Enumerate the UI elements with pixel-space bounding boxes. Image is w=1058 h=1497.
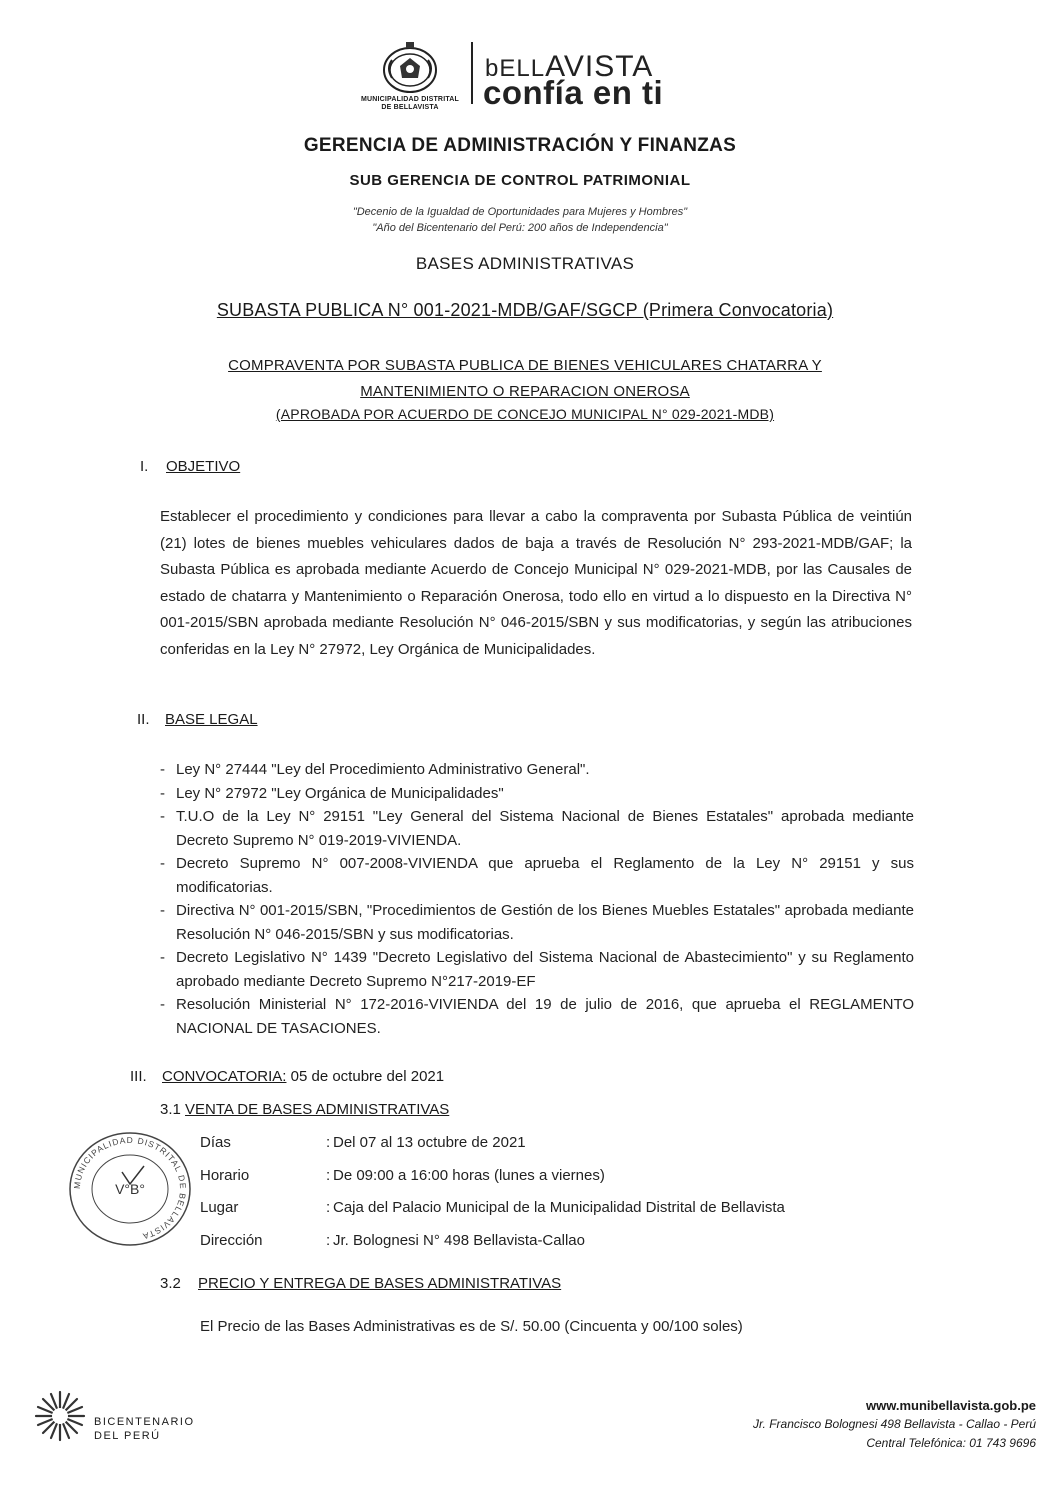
list-item: - Ley N° 27972 "Ley Orgánica de Municipalidades" (160, 782, 914, 806)
subsection-3-1-heading (160, 1101, 449, 1118)
info-key: Dirección (200, 1232, 263, 1249)
header-divider (471, 42, 473, 104)
motto-line-1: "Decenio de la Igualdad de Oportunidades para Mujeres y Hombres" (352, 206, 688, 218)
info-key: Días (200, 1134, 231, 1151)
motto-line-2: "Año del Bicentenario del Perú: 200 años de Independencia" (372, 222, 668, 234)
section-label: CONVOCATORIA: (162, 1068, 287, 1085)
auction-title: SUBASTA PUBLICA N° 001-2021-MDB/GAF/SGCP (Primera Convocatoria) (216, 300, 834, 320)
info-key: Lugar (200, 1199, 239, 1216)
municipal-crest-icon (378, 38, 442, 96)
page-title: GERENCIA DE ADMINISTRACIÓN Y FINANZAS (303, 135, 737, 156)
subsection-label: VENTA DE BASES ADMINISTRATIVAS (185, 1101, 450, 1118)
brand-name-prefix: bELL (485, 55, 546, 82)
list-item: - Decreto Supremo N° 007-2008-VIVIENDA que aprueba el Reglamento de la Ley N° 29151 y sus modificatorias. (160, 852, 914, 899)
subject-line-1: COMPRAVENTA POR SUBASTA PUBLICA DE BIENES VEHICULARES CHATARRA Y (228, 357, 822, 374)
section-label: OBJETIVO (166, 458, 241, 475)
subsection-number: 3.1 (160, 1101, 181, 1118)
section-number: II. (137, 711, 150, 728)
stamp-center-text: V°B° (115, 1181, 145, 1197)
subsection-number: 3.2 (160, 1275, 181, 1292)
info-value: Del 07 al 13 octubre de 2021 (333, 1134, 526, 1151)
list-item: - Ley N° 27444 "Ley del Procedimiento Administrativo General". (160, 758, 914, 782)
section-base-legal-heading (137, 711, 258, 728)
subsection-label: PRECIO Y ENTREGA DE BASES ADMINISTRATIVAS (198, 1275, 562, 1292)
footer-website: www.munibellavista.gob.pe (866, 1398, 1036, 1413)
section-objetivo-heading (140, 458, 240, 475)
section-number: I. (140, 458, 149, 475)
brand-slogan: confía en ti (483, 74, 664, 111)
info-key: Horario (200, 1167, 250, 1184)
list-item: - Directiva N° 001-2015/SBN, "Procedimientos de Gestión de los Bienes Muebles Estatales" aprobada mediante Resolución N° 046-2015/SBN y sus modificatorias. (160, 899, 914, 946)
section-label: BASE LEGAL (165, 711, 258, 728)
stamp-ring-text: MUNICIPALIDAD DISTRITAL DE BELLAVISTA (71, 1134, 189, 1242)
brand-name-suffix: AVISTA (545, 50, 654, 83)
bicentenario-line1: BICENTENARIO (94, 1416, 195, 1428)
bicentenario-logo (34, 1388, 86, 1449)
document-type: BASES ADMINISTRATIVAS (415, 254, 635, 273)
stamp-icon (64, 1128, 196, 1250)
bicentenario-line2: DEL PERÚ (94, 1430, 161, 1442)
info-value: Jr. Bolognesi N° 498 Bellavista-Callao (333, 1232, 585, 1249)
approval-stamp (64, 1128, 196, 1255)
base-legal-list (160, 758, 914, 1040)
list-item: - Decreto Legislativo N° 1439 "Decreto Legislativo del Sistema Nacional de Abastecimiento" y su Reglamento aprobado mediante Decreto Supremo N°217-2019-EF (160, 946, 914, 993)
list-item: - Resolución Ministerial N° 172-2016-VIVIENDA del 19 de julio de 2016, que aprueba el REGLAMENTO NACIONAL DE TASACIONES. (160, 993, 914, 1040)
section-convocatoria-heading (130, 1068, 444, 1085)
subject-line-2: MANTENIMIENTO O REPARACION ONEROSA (360, 383, 690, 400)
objetivo-paragraph: Establecer el procedimiento y condiciones para llevar a cabo la compraventa por Subasta Pública de veintiún (21) lotes de bienes muebles vehiculares dados de baja a través de Resolución N° 293-2021-MDB/GAF; la Subasta Pública es aprobada mediante Acuerdo de Concejo Municipal N° 029-2021-MDB, por las Causales de estado de chatarra y Mantenimiento o Reparación Onerosa, todo ello en virtud a lo dispuesto en la Directiva N° 001-2015/SBN aprobada mediante Resolución N° 046-2015/SBN y sus modificatorias, y según las atribuciones conferidas en la Ley N° 27972, Ley Orgánica de Municipalidades. (160, 508, 912, 658)
convocatoria-date: 05 de octubre del 2021 (286, 1068, 445, 1085)
municipal-seal (360, 38, 460, 118)
bicentenario-text (94, 1415, 195, 1443)
footer-address: Jr. Francisco Bolognesi 498 Bellavista - Callao - Perú (752, 1417, 1036, 1431)
subject-line-3: (APROBADA POR ACUERDO DE CONCEJO MUNICIPAL N° 029-2021-MDB) (275, 406, 775, 422)
subsection-3-2-heading (160, 1275, 561, 1292)
footer-phone: Central Telefónica: 01 743 9696 (866, 1436, 1036, 1450)
municipality-name-line2: DE BELLAVISTA (381, 104, 439, 111)
section-number: III. (130, 1068, 147, 1085)
municipality-name-line1: MUNICIPALIDAD DISTRITAL (360, 96, 460, 103)
info-value: Caja del Palacio Municipal de la Municipalidad Distrital de Bellavista (333, 1199, 785, 1216)
price-paragraph: El Precio de las Bases Administrativas es de S/. 50.00 (Cincuenta y 00/100 soles) (200, 1318, 743, 1335)
page-subtitle: SUB GERENCIA DE CONTROL PATRIMONIAL (349, 172, 691, 189)
info-value: De 09:00 a 16:00 horas (lunes a viernes) (333, 1167, 605, 1184)
sunburst-icon (34, 1388, 86, 1444)
list-item: - T.U.O de la Ley N° 29151 "Ley General del Sistema Nacional de Bienes Estatales" aprobada mediante Decreto Supremo N° 019-2019-VIVIENDA. (160, 805, 914, 852)
